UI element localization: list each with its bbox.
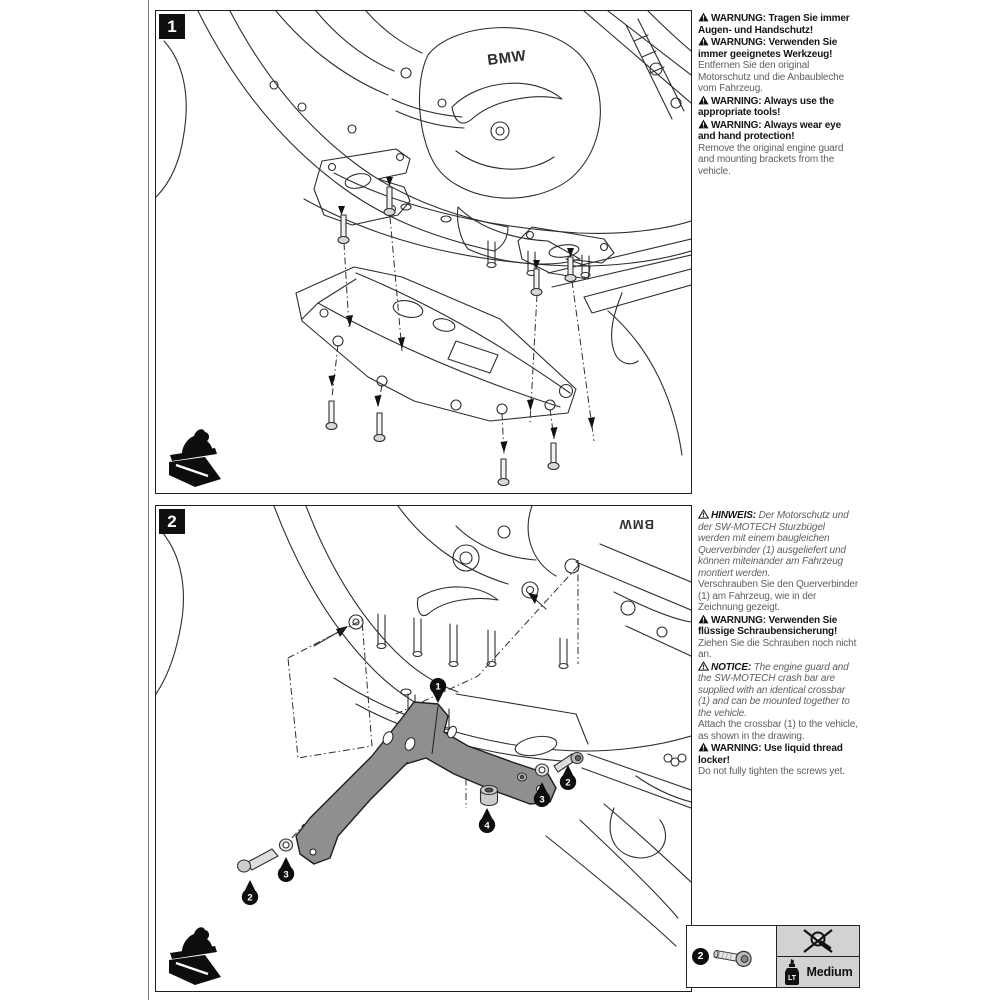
callout-4: [479, 808, 495, 833]
notice-triangle-icon: [698, 509, 709, 519]
screws: [326, 187, 576, 486]
warning-triangle-icon: [698, 119, 709, 129]
step-1-instructions: [698, 12, 859, 177]
right-mounting-bracket: [518, 227, 614, 279]
warning-en-2: WARNING: Always wear eye and hand protection!: [698, 119, 841, 142]
warning-triangle-icon: [698, 36, 709, 46]
socket-screw-icon: [712, 944, 758, 970]
step-2-instructions: [698, 509, 859, 778]
warning-triangle-icon: [698, 614, 709, 624]
notice-en: NOTICE: The engine guard and the SW-MOTECH crash bar are supplied with an identical crossbar (1) and can be mounted together to the vehicle.: [698, 661, 850, 719]
item-number-badge: 2: [692, 948, 709, 965]
engine-line-art: [156, 11, 508, 251]
step-1-panel: [155, 10, 692, 494]
warning-en-1: WARNING: Always use the appropriate tools!: [698, 95, 834, 118]
step-2-number: 2: [159, 509, 185, 534]
do-not-fully-tighten-icon: [798, 928, 838, 954]
instruction-en-1: Attach the crossbar (1) to the vehicle, as shown in the drawing.: [698, 719, 858, 742]
engine-brand-label-2: [619, 517, 655, 532]
sw-motech-rider-logo: [164, 424, 224, 488]
warning-de: WARNUNG: Verwenden Sie flüssige Schraubensicherung!: [698, 614, 838, 637]
left-mounting-bracket: [314, 149, 410, 225]
svg-text:LT: LT: [788, 975, 797, 982]
warning-triangle-icon: [698, 12, 709, 22]
bmw-engine-cover: [419, 28, 600, 199]
engine-brand-label: BMW: [486, 47, 528, 69]
warning-de-1: WARNUNG: Tragen Sie immer Augen- und Handschutz!: [698, 13, 850, 36]
svg-text:2: 2: [565, 777, 571, 789]
instruction-en-2: Do not fully tighten the screws yet.: [698, 766, 845, 777]
step-2-panel: [155, 505, 692, 992]
frame-line-art: [304, 11, 691, 455]
notice-triangle-icon: [698, 661, 709, 671]
sw-motech-rider-logo-2: [164, 922, 224, 986]
callout-1: [430, 678, 446, 703]
thread-locker-strength-label: Medium: [806, 965, 853, 979]
step-2-drawing: [156, 506, 691, 991]
crossbar-part-1: [296, 702, 556, 864]
warning-triangle-icon: [698, 742, 709, 752]
instruction-de-2: Ziehen Sie die Schrauben noch nicht an.: [698, 637, 857, 660]
warning-de-2: WARNUNG: Verwenden Sie immer geeignetes Werkzeug!: [698, 37, 838, 60]
warning-en: WARNING: Use liquid thread locker!: [698, 743, 843, 766]
svg-text:BMW: BMW: [618, 517, 654, 532]
callout-3-left: [278, 857, 294, 882]
direction-arrows: [329, 177, 596, 453]
fastener-spec-table: [686, 925, 860, 988]
fastener-spec-cells: [776, 926, 859, 987]
notice-de: HINWEIS: Der Motorschutz und der SW-MOTECH Sturzbügel werden mit einem baugleichen Querverbinder (1) ausgeliefert und können miteinander am Fahrzeug montiert werden.: [698, 510, 849, 579]
svg-text:3: 3: [539, 794, 545, 806]
instruction-de-1: Verschrauben Sie den Querverbinder (1) am Fahrzeug, wie in der Zeichnung gezeigt.: [698, 579, 859, 613]
callout-2-left: [242, 880, 258, 905]
instruction-de: Entfernen Sie den original Motorschutz und die Anbaubleche vom Fahrzeug.: [698, 60, 845, 94]
fastener-item-cell: [687, 926, 776, 987]
thread-locker-cell: [777, 956, 859, 987]
svg-text:4: 4: [484, 820, 490, 832]
instruction-en: Remove the original engine guard and mounting brackets from the vehicle.: [698, 142, 844, 177]
do-not-fully-tighten-cell: [777, 926, 859, 956]
svg-text:3: 3: [283, 869, 289, 881]
step-1-drawing: [156, 11, 691, 493]
assembly-guide-lines: [332, 217, 594, 455]
warning-triangle-icon: [698, 95, 709, 105]
svg-text:1: 1: [435, 681, 441, 693]
svg-text:2: 2: [247, 892, 253, 904]
step-1-number: 1: [159, 14, 185, 39]
thread-locker-bottle-icon: [783, 959, 801, 985]
page-margin-line: [148, 0, 149, 1000]
